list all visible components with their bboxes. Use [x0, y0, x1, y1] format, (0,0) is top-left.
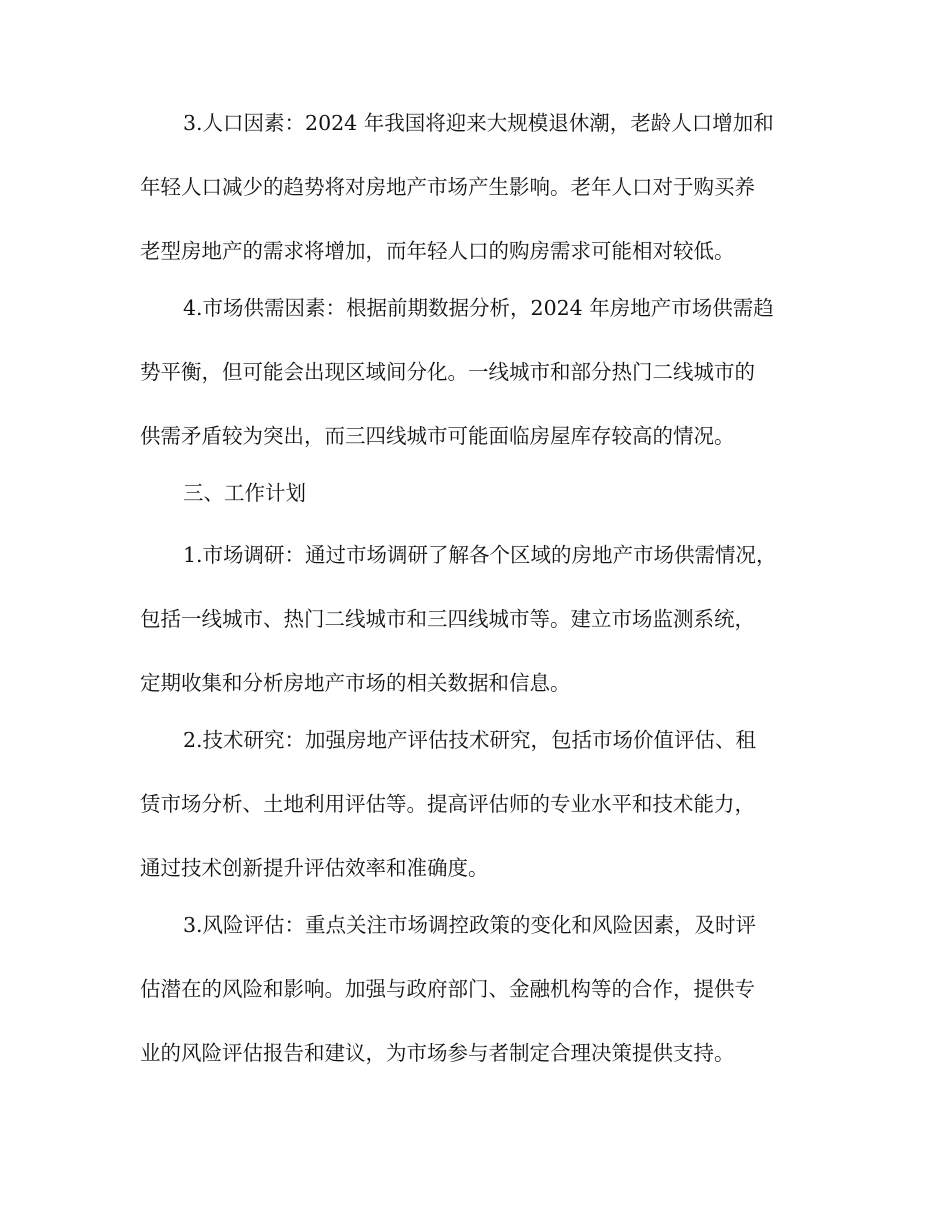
- paragraph-line: 定期收集和分析房地产市场的相关数据和信息。: [140, 671, 571, 695]
- paragraph-line: 估潜在的风险和影响。加强与政府部门、金融机构等的合作，提供专: [140, 977, 755, 1001]
- paragraph-line: 通过技术创新提升评估效率和准确度。: [140, 856, 489, 880]
- section-heading: [140, 477, 820, 509]
- paragraph-line: 势平衡，但可能会出现区域间分化。一线城市和部分热门二线城市的: [140, 360, 755, 384]
- paragraph-line: 3.人口因素：2024 年我国将迎来大规模退休潮，老龄人口增加和: [183, 111, 774, 135]
- paragraph-line: 赁市场分析、土地利用评估等。提高评估师的专业水平和技术能力，: [140, 792, 755, 816]
- paragraph-line: 老型房地产的需求将增加，而年轻人口的购房需求可能相对较低。: [140, 239, 735, 263]
- paragraph-line: 4.市场供需因素：根据前期数据分析，2024 年房地产市场供需趋: [183, 296, 774, 320]
- paragraph-market-research: [140, 539, 820, 699]
- paragraph-line: 年轻人口减少的趋势将对房地产市场产生影响。老年人口对于购买养: [140, 175, 755, 199]
- paragraph-line: 业的风险评估报告和建议，为市场参与者制定合理决策提供支持。: [140, 1041, 735, 1065]
- paragraph-risk-assessment: [140, 909, 820, 1069]
- paragraph-line: 3.风险评估：重点关注市场调控政策的变化和风险因素，及时评: [183, 913, 757, 937]
- paragraph-line: 2.技术研究：加强房地产评估技术研究，包括市场价值评估、租: [183, 728, 757, 752]
- paragraph-line: 包括一线城市、热门二线城市和三四线城市等。建立市场监测系统，: [140, 607, 755, 631]
- paragraph-supply-demand-factor: [140, 292, 820, 452]
- paragraph-population-factor: [140, 107, 820, 267]
- paragraph-technical-research: [140, 724, 820, 884]
- paragraph-line: 供需矛盾较为突出，而三四线城市可能面临房屋库存较高的情况。: [140, 424, 735, 448]
- paragraph-line: 1.市场调研：通过市场调研了解各个区域的房地产市场供需情况，: [183, 543, 777, 567]
- section-heading-text: 三、工作计划: [183, 481, 306, 505]
